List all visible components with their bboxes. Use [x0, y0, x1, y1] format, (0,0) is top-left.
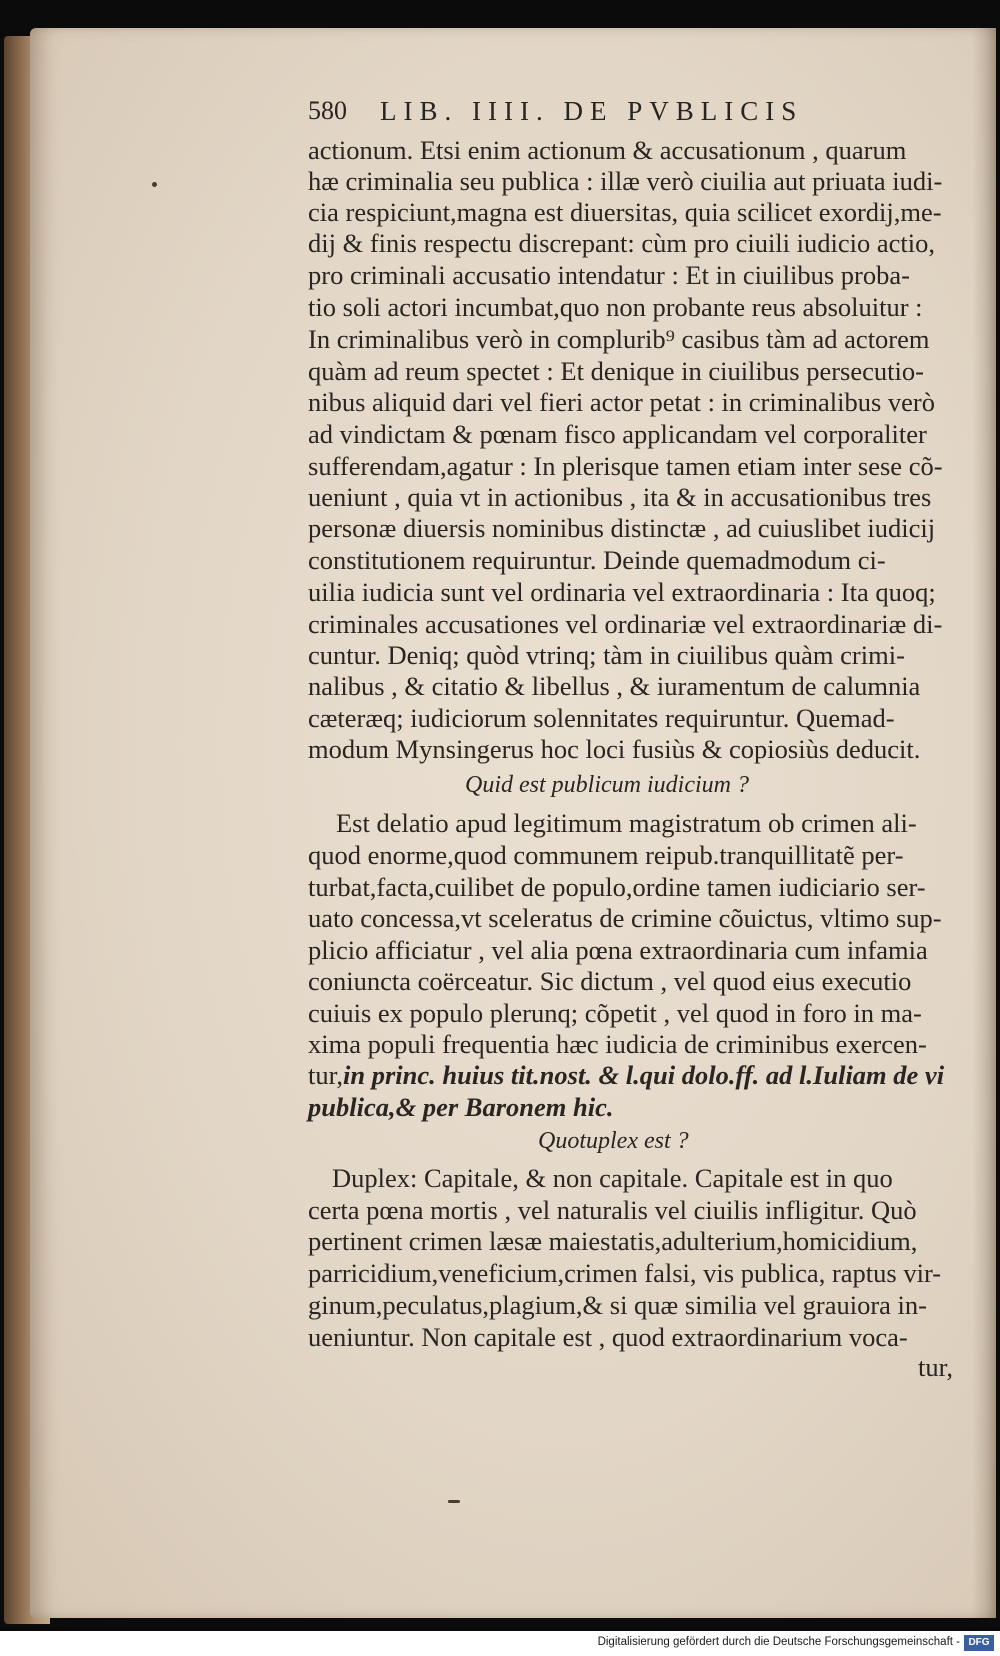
text-line: Est delatio apud legitimum magistratum ob crimen ali-	[336, 808, 917, 838]
text-line: criminales accusationes vel ordinariæ vel extraordinariæ di-	[308, 609, 943, 639]
page-number: 580	[308, 96, 347, 125]
text-line: uilia iudicia sunt vel ordinaria vel extraordinaria : Ita quoq;	[308, 577, 936, 607]
text-line: ueniunt , quia vt in actionibus , ita & in accusationibus tres	[308, 482, 932, 512]
text-line: turbat,facta,cuilibet de populo,ordine tamen iudiciario ser-	[308, 872, 926, 902]
text-fragment: tur,	[308, 1060, 344, 1090]
footer-bar	[0, 1631, 1000, 1656]
text-line: sufferendam,agatur : In plerisque tamen etiam inter sese cõ-	[308, 451, 943, 481]
section-heading: Quotuplex est ?	[538, 1128, 689, 1154]
text-line: quàm ad reum spectet : Et denique in ciuilibus persecutio-	[308, 356, 924, 386]
catchword: tur,	[918, 1352, 954, 1382]
text-line: modum Mynsingerus hoc loci fusiùs & copiosiùs deducit.	[308, 734, 921, 764]
text-line-with-citation	[308, 1060, 944, 1090]
text-line: nibus aliquid dari vel fieri actor petat : in criminalibus verò	[308, 387, 935, 417]
text-line: pertinent crimen læsæ maiestatis,adulterium,homicidium,	[308, 1226, 918, 1256]
text-line: constitutionem requiruntur. Deinde quemadmodum ci-	[308, 545, 886, 575]
text-line: coniuncta coërceatur. Sic dictum , vel quod eius executio	[308, 966, 912, 996]
text-line: cia respiciunt,magna est diuersitas, quia scilicet exordij,me-	[308, 197, 942, 227]
citation: in princ. huius tit.nost. & l.qui dolo.ff. ad l.Iuliam de vi	[343, 1060, 945, 1090]
ink-speck	[448, 1500, 460, 1503]
section-heading: Quid est publicum iudicium ?	[465, 772, 749, 798]
text-line: actionum. Etsi enim actionum & accusationum , quarum	[308, 135, 907, 165]
text-line: In criminalibus verò in complurib⁹ casibus tàm ad actorem	[308, 324, 930, 354]
text-line: xima populi frequentia hæc iudicia de criminibus exercen-	[308, 1029, 927, 1059]
citation: publica,& per Baronem hic.	[308, 1092, 614, 1122]
text-line: quod enorme,quod communem reipub.tranquillitatẽ per-	[308, 840, 904, 870]
running-title: LIB. IIII. DE PVBLICIS	[380, 96, 804, 126]
text-line: uato concessa,vt sceleratus de crimine cõuictus, vltimo sup-	[308, 903, 942, 933]
text-line: cæteræq; iudiciorum solennitates requiruntur. Quemad-	[308, 703, 895, 733]
text-line: plicio afficiatur , vel alia pœna extraordinaria cum infamia	[308, 935, 928, 965]
text-line: dij & finis respectu discrepant: cùm pro ciuili iudicio actio,	[308, 228, 936, 258]
text-line: cuiuis ex populo plerunq; cõpetit , vel quod in foro in ma-	[308, 998, 922, 1028]
text-line: hæ criminalia seu publica : illæ verò ciuilia aut priuata iudi-	[308, 166, 943, 196]
text-line: Duplex: Capitale, & non capitale. Capitale est in quo	[332, 1163, 893, 1193]
text-line: pro criminali accusatio intendatur : Et in ciuilibus proba-	[308, 260, 910, 290]
text-line: certa pœna mortis , vel naturalis vel ciuilis infligitur. Quò	[308, 1195, 917, 1225]
text-line: ueniuntur. Non capitale est , quod extraordinarium voca-	[308, 1322, 908, 1352]
text-line: personæ diuersis nominibus distinctæ , ad cuiuslibet iudicij	[308, 513, 936, 543]
ink-speck	[152, 182, 157, 187]
text-line: cuntur. Deniq; quòd vtrinq; tàm in ciuilibus quàm crimi-	[308, 640, 905, 670]
text-line: parricidium,veneficium,crimen falsi, vis publica, raptus vir-	[308, 1258, 942, 1288]
gutter-shadow	[972, 28, 996, 1618]
text-line: ginum,peculatus,plagium,& si quæ similia vel grauiora in-	[308, 1290, 927, 1320]
text-line: tio soli actori incumbat,quo non probante reus absoluitur :	[308, 292, 923, 322]
text-line: ad vindictam & pœnam fisco applicandam vel corporaliter	[308, 419, 927, 449]
funding-credit: Digitalisierung gefördert durch die Deutsche Forschungsgemeinschaft -	[597, 1636, 960, 1648]
text-line: nalibus , & citatio & libellus , & iuramentum de calumnia	[308, 671, 921, 701]
dfg-logo: DFG	[964, 1635, 994, 1651]
page-header	[308, 96, 908, 132]
